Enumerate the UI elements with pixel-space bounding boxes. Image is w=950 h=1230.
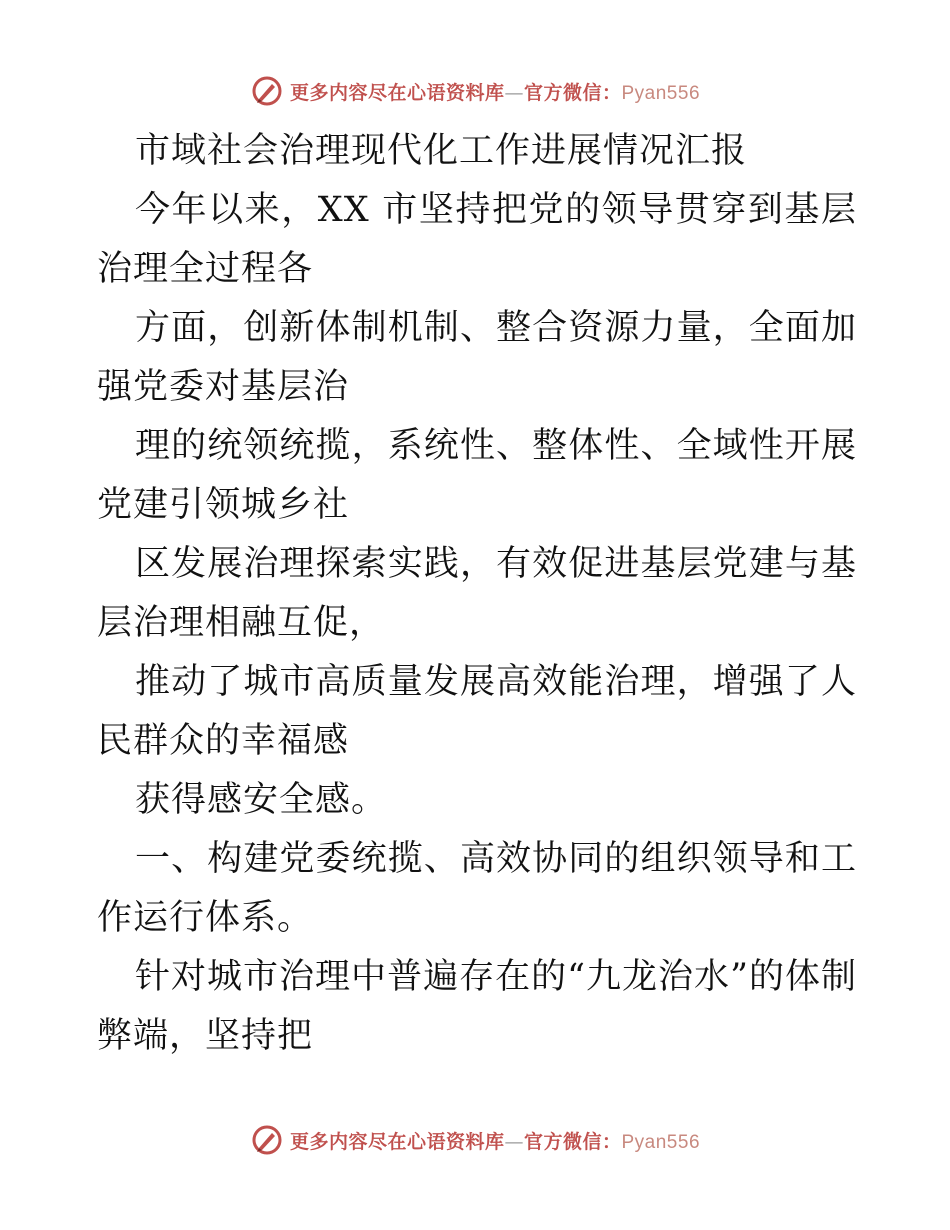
section-heading-1: 一、构建党委统揽、高效协同的组织领导和工作运行体系。	[97, 839, 857, 938]
footer-banner	[0, 1120, 950, 1160]
pen-logo-icon	[250, 74, 284, 108]
paragraph-1: 今年以来，XX 市坚持把党的领导贯穿到基层治理全过程各	[97, 190, 857, 289]
header-banner-text	[290, 78, 700, 105]
header-banner	[0, 71, 950, 111]
banner-site-name: 更多内容尽在心语资料库	[289, 1130, 505, 1153]
banner-wechat-id: Pyan556	[621, 82, 701, 104]
paragraph-7: 针对城市治理中普遍存在的“九龙治水”的体制弊端，坚持把	[97, 957, 857, 1056]
paragraph-6: 获得感安全感。	[135, 780, 388, 820]
paragraph-4: 区发展治理探索实践，有效促进基层党建与基层治理相融互促，	[97, 544, 857, 643]
footer-banner-text	[290, 1127, 700, 1154]
pen-logo-icon	[250, 1123, 284, 1157]
header-banner-inner	[250, 74, 700, 108]
banner-wechat-label: 官方微信：	[523, 1130, 622, 1153]
banner-wechat-id: Pyan556	[621, 1131, 701, 1153]
paragraph-3: 理的统领统揽，系统性、整体性、全域性开展党建引领城乡社	[97, 426, 857, 525]
banner-dash: —	[504, 81, 524, 104]
paragraph-2: 方面，创新体制机制、整合资源力量，全面加强党委对基层治	[97, 308, 857, 407]
document-body	[97, 122, 857, 1066]
paragraph-5: 推动了城市高质量发展高效能治理，增强了人民群众的幸福感	[97, 662, 857, 761]
document-title: 市域社会治理现代化工作进展情况汇报	[135, 131, 748, 171]
banner-dash: —	[504, 1130, 524, 1153]
banner-wechat-label: 官方微信：	[523, 81, 622, 104]
footer-banner-inner	[250, 1123, 700, 1157]
banner-site-name: 更多内容尽在心语资料库	[289, 81, 505, 104]
